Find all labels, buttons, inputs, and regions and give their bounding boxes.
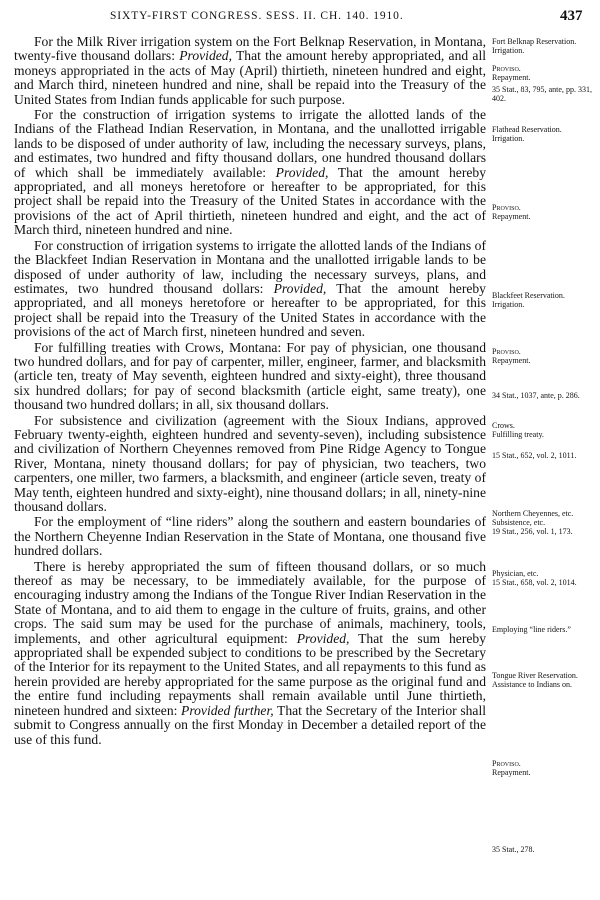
margin-note-blackfeet: Blackfeet Reservation. Irrigation. [492,291,565,309]
page-number: 437 [560,8,583,24]
margin-note-fort-belknap: Fort Belknap Reservation. Irrigation. [492,37,577,55]
paragraph-tongue-river: There is hereby appropriated the sum of fifteen thousand dollars, or so much thereof as may be necessary, to be immediately available, for the purpose of encouraging industry among the Indians of the Tongue River Indian Reservation in the State of Montana, and to aid them to engage in the culture of fruits, grains, and other crops. The said sum may be used for the purchase of animals, machinery, tools, implements, and other agricultural equipment: Provided, That the sum hereby appropriated shall be expended subject to conditions to be prescribed by the Secretary of the Interior for its repayment to the United States, and all repayments to this fund as herein provided are hereby appropriated for the same purpose as the original fund and the entire fund including repayments shall remain available until June thirtieth, nineteen hundred and sixteen: Provided further, That the Secretary of the Interior shall submit to Congress annually on the first Monday in December a detailed report of the use of this fund. [14,558,487,747]
paragraph-line-riders: For the employment of “line riders” along the southern and eastern boundaries of the Northern Cheyenne Indian Reservation in the State of Montana, one thousand five hundred dollars. [14,514,486,559]
margin-note-proviso: Proviso. Repayment. [492,203,531,221]
margin-note-citation: 35 Stat., 83, 795, ante, pp. 331, 402. [492,85,592,103]
paragraph-blackfeet: For construction of irrigation systems to irrigate the allotted lands of the Indians of the Blackfeet Indian Reservation in Montana and the unallotted irrigable lands to be disposed of under authority of law, including the necessary surveys, plans, and estimates, two hundred thousand dollars: Provided, That the amount hereby appropriated, and all moneys heretofore or hereafter to be appropriated, for this project shall be repaid into the Treasury of the United States in accordance with the provisions of the act of March first, nineteen hundred and seven. [14,237,486,340]
margin-note-proviso: Proviso. Repayment. [492,759,531,777]
margin-note-tongue-river: Tongue River Reservation. Assistance to Indians on. [492,671,578,689]
margin-note-crows: Crows. Fulfilling treaty. [492,421,544,439]
margin-note-physician: Physician, etc. 15 Stat., 658, vol. 2, 1014. [492,569,577,587]
body-text [14,35,486,748]
paragraph-flathead: For the construction of irrigation systems to irrigate the allotted lands of the Indians of the Flathead Indian Reservation, in Montana, and the unallotted irrigable lands to be disposed of under authority of law, including the necessary surveys, plans, and estimates, two hundred and fifty thousand dollars, one hundred thousand dollars of which shall be immediately available: Provided, That the amount hereby appropriated, and all moneys heretofore or hereafter to be appropriated, for this project shall be repaid into the Treasury of the United States in accordance with the provisions of the act of April thirtieth, nineteen hundred and eight, and the act of March third, nineteen hundred and nine. [14,107,486,238]
margin-note-citation: 35 Stat., 278. [492,845,535,854]
paragraph-northern-cheyennes: For subsistence and civilization (agreement with the Sioux Indians, approved February twenty-eighth, eighteen hundred and seventy-seven), including subsistence and civilization of Northern Cheyennes removed from Pine Ridge Agency to Tongue River, Montana, ninety thousand dollars; for pay of physician, two teachers, two carpenters, one miller, two farmers, a blacksmith, and engineer (article seven, treaty of May tenth, eighteen hundred and sixty-eight), nine thousand dollars; in all, ninety-nine thousand dollars. [14,412,486,514]
margin-note-proviso: Proviso. Repayment. [492,64,531,82]
margin-notes [492,0,592,900]
margin-note-line-riders: Employing “line riders.” [492,625,571,634]
running-head: SIXTY-FIRST CONGRESS. SESS. II. CH. 140. 1910. [110,10,404,22]
margin-note-citation: 15 Stat., 652, vol. 2, 1011. [492,451,577,460]
margin-note-flathead: Flathead Reservation. Irrigation. [492,125,562,143]
paragraph-crows: For fulfilling treaties with Crows, Montana: For pay of physician, one thousand two hundred dollars, and for pay of carpenter, miller, engineer, farmer, and blacksmith (article ten, treaty of May seventh, eighteen hundred and sixty-eight), three thousand six hundred dollars; for pay of second blacksmith (article eight, same treaty), one thousand two hundred dollars; in all, six thousand dollars. [14,339,486,413]
margin-note-northern-cheyennes: Northern Cheyennes, etc. Subsistence, etc. 19 Stat., 256, vol. 1, 173. [492,509,574,536]
paragraph-fort-belknap: For the Milk River irrigation system on the Fort Belknap Reservation, in Montana, twenty-five thousand dollars: Provided, That the amount hereby appropriated, and all moneys appropriated in the acts of May (April) thirtieth, nineteen hundred and eight, and March third, nineteen hundred and nine, shall be repaid into the Treasury of the United States from Indian funds applicable for such purpose. [14,34,486,107]
margin-note-citation: 34 Stat., 1037, ante, p. 286. [492,391,580,400]
margin-note-proviso: Proviso. Repayment. [492,347,531,365]
